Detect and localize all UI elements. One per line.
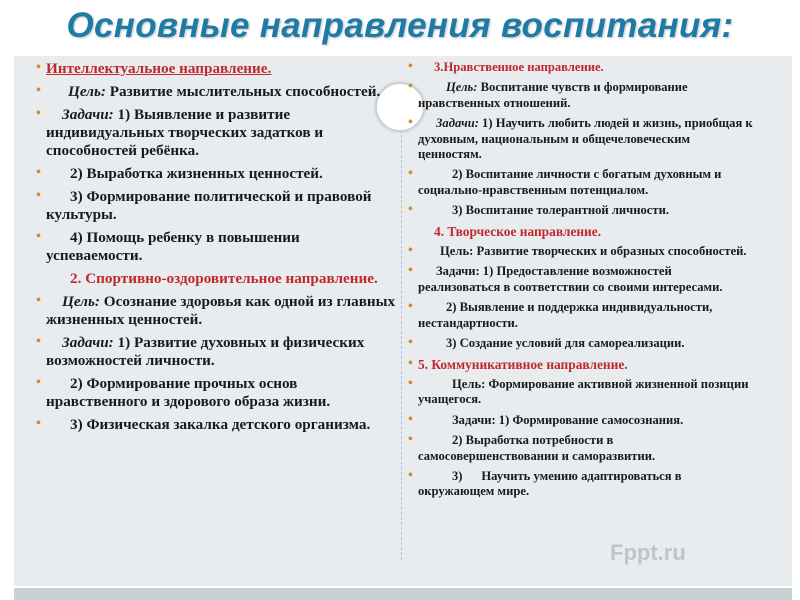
moral-task-1: • Задачи: 1) Научить любить людей и жизнь, приобщая к духовным, национальным и общечеловеческим ценностям. <box>408 115 753 162</box>
bullet-icon: • <box>36 60 41 75</box>
moral-goal: • Цель: Воспитание чувств и формирование нравственных отношений. <box>408 79 688 110</box>
bullet-icon: • <box>408 411 413 427</box>
right-column <box>408 59 756 505</box>
sport-task-2: • 2) Формирование прочных основ нравственного и здорового образа жизни. <box>36 375 331 410</box>
creative-task-2: • 2) Выявление и поддержка индивидуальности, нестандартности. <box>408 299 713 330</box>
creative-task-3: • 3) Создание условий для самореализации. <box>408 335 685 351</box>
bullet-icon: • <box>408 335 413 351</box>
bullet-icon: • <box>408 243 413 259</box>
creative-task-1: • Задачи: 1) Предоставление возможностей реализоваться в соответствии со своими интересами. <box>408 263 723 294</box>
page-title: Основные направления воспитания: <box>66 6 734 45</box>
section-moral-heading: • 3.Нравственное направление. <box>408 59 604 74</box>
left-column <box>36 60 396 439</box>
bullet-icon: • <box>36 375 41 390</box>
column-divider <box>401 130 402 560</box>
bottom-strip <box>14 588 792 600</box>
bullet-icon: • <box>408 299 413 315</box>
watermark-logo: Fppt.ru <box>610 540 686 565</box>
bullet-icon: • <box>408 467 413 483</box>
creative-goal: • Цель: Развитие творческих и образных способностей. <box>408 243 747 259</box>
communicative-task-2: • 2) Выработка потребности в самосовершенствовании и саморазвитии. <box>408 432 656 463</box>
bullet-icon: • <box>408 263 413 279</box>
communicative-goal: • Цель: Формирование активной жизненной позиции учащегося. <box>408 375 749 407</box>
bullet-icon: • <box>36 334 41 349</box>
moral-task-3: • 3) Воспитание толерантной личности. <box>408 202 669 218</box>
bullet-icon: • <box>36 83 41 98</box>
intellectual-task-4: • 4) Помощь ребенку в повышении успеваемости. <box>36 229 300 264</box>
section-communicative-heading: • 5. Коммуникативное направление. <box>408 355 628 372</box>
bullet-icon: • <box>36 416 41 431</box>
bullet-icon: • <box>36 188 41 203</box>
bullet-icon: • <box>36 106 41 121</box>
bullet-icon: • <box>408 115 413 131</box>
sport-task-1: • Задачи: 1) Развитие духовных и физических возможностей личности. <box>36 334 365 369</box>
intellectual-task-3: • 3) Формирование политической и правовой культуры. <box>36 188 372 223</box>
intellectual-task-1: • Задачи: 1) Выявление и развитие индивидуальных творческих задатков и способностей ребёнка. <box>36 106 324 159</box>
bullet-icon: • <box>408 59 413 74</box>
bullet-icon: • <box>36 293 41 308</box>
bullet-icon: • <box>408 355 413 371</box>
bullet-icon: • <box>408 202 413 218</box>
bullet-icon: • <box>408 432 413 448</box>
moral-task-2: • 2) Воспитание личности с богатым духовным и социально-нравственным потенциалом. <box>408 166 722 197</box>
bullet-icon: • <box>408 79 413 95</box>
intellectual-goal: • Цель: Развитие мыслительных способностей. <box>36 83 381 100</box>
communicative-task-1: • Задачи: 1) Формирование самосознания. <box>408 411 684 427</box>
communicative-task-3: • 3) Научить умению адаптироваться в окружающем мире. <box>408 467 685 499</box>
section-sport-heading: 2. Спортивно-оздоровительное направление. <box>70 270 378 287</box>
intellectual-task-2: • 2) Выработка жизненных ценностей. <box>36 165 323 182</box>
sport-task-3: • 3) Физическая закалка детского организма. <box>36 416 371 433</box>
bullet-icon: • <box>408 166 413 182</box>
section-intellectual-heading: • Интеллектуальное направление. <box>36 60 272 77</box>
sport-goal: • Цель: Осознание здоровья как одной из главных жизненных ценностей. <box>36 293 396 328</box>
bullet-icon: • <box>408 375 413 391</box>
section-creative-heading: 4. Творческое направление. <box>434 223 602 239</box>
bullet-icon: • <box>36 165 41 180</box>
bullet-icon: • <box>36 229 41 244</box>
